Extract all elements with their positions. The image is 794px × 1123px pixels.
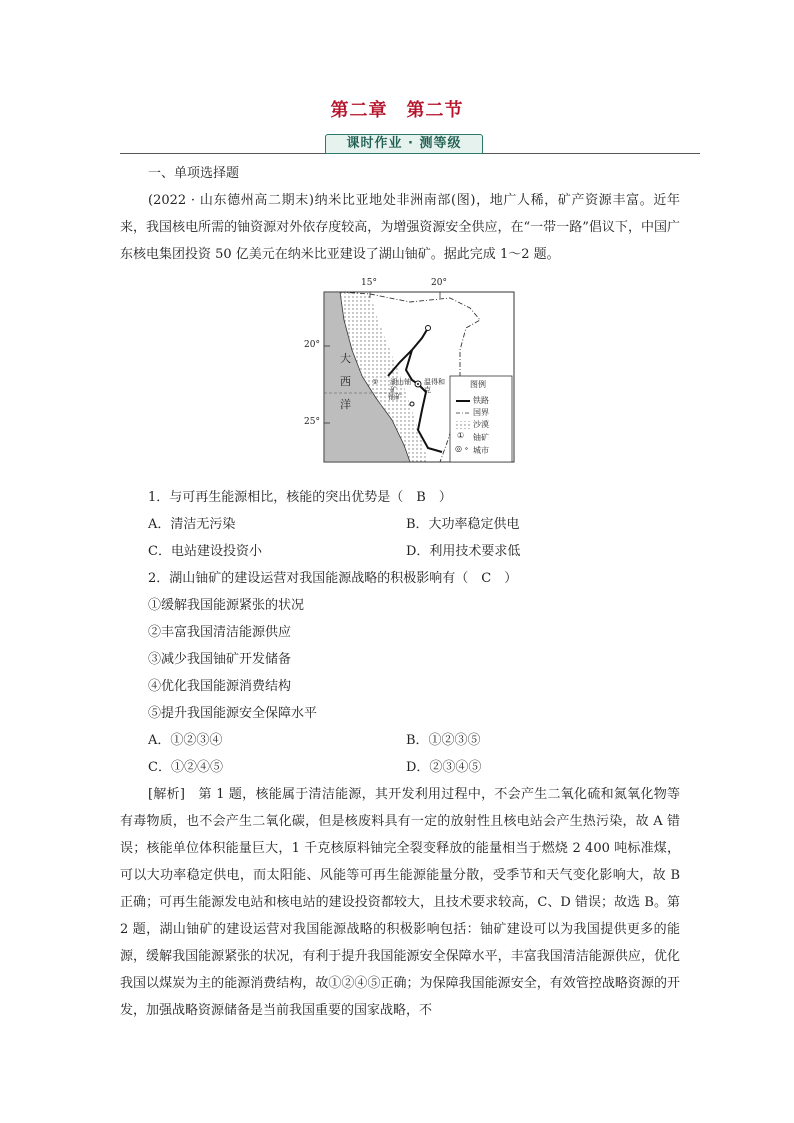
page-title: 第二章 第二节 [330, 100, 464, 121]
legend-border: 国界 [473, 408, 489, 417]
lat-label-20: 20° [304, 340, 320, 350]
section-heading: 一、单项选择题 [148, 166, 240, 181]
ocean-label-1: 大 [340, 352, 351, 365]
legend-city-symbol: ◎ ∘ [455, 444, 469, 453]
q2-stem: 2．湖山铀矿的建设运营对我国能源战略的积极影响有（ C ） [148, 571, 518, 586]
q2-statement-2: ②丰富我国清洁能源供应 [148, 625, 292, 640]
ocean-label-2: 西 [340, 375, 351, 388]
q1-option-b: B．大功率稳定供电 [406, 517, 520, 532]
analysis-paragraph: [解析] 第 1 题，核能属于清洁能源，其开发利用过程中，不会产生二氧化硫和氮氧化物等有毒物质，也不会产生二氧化碳，但是核废料具有一定的放射性且核电站会产生热污染，故 A 错误；核能单位体积能量巨大，1 千克核原料铀完全裂变释放的能量相当于燃烧 2 400 吨标准煤，可以大功率稳定供电，而太阳能、风能等可再生能源能量分散，受季节和天气变化影响大，故 B 正确；可再生能源发电站和核电站的建设投资都较大，且技术要求较高，C、D 错误；故选 B。第 2 题，湖山铀矿的建设运营对我国能源战略的积极影响包括：铀矿建设可以为我国提供更多的能源，缓解我国能源紧张的状况，有利于提升我国能源安全保障水平，丰富我国清洁能源供应，优化我国以煤炭为主的能源消费结构，故①②④⑤正确；为保障我国能源安全，有效管控战略资源的开发，加强战略资源储备是当前我国重要的国家战略，不 [120, 787, 680, 1018]
namibia-map [300, 280, 520, 470]
legend-mine-symbol: ① [457, 431, 465, 440]
q1-option-c: C．电站建设投资小 [148, 544, 262, 559]
q2-option-d: D．②③④⑤ [406, 760, 482, 775]
legend-mine: 铀矿 [473, 433, 489, 442]
q2-statement-1: ①缓解我国能源紧张的状况 [148, 598, 305, 613]
q2-option-b: B．①②③⑤ [406, 733, 481, 748]
section-band [120, 134, 700, 154]
legend-railway: 铁路 [473, 396, 489, 405]
legend-desert: 沙漠 [473, 420, 489, 429]
q1-option-a: A．清洁无污染 [148, 517, 236, 532]
band-label: 课时作业 · 测等级 [325, 134, 483, 154]
lon-label-15: 15° [361, 278, 377, 288]
q2-statement-3: ③减少我国铀矿开发储备 [148, 652, 292, 667]
legend-city: 城市 [473, 446, 489, 455]
windhoek-label: 温得和克 [424, 378, 445, 394]
q2-statement-5: ⑤提升我国能源安全保障水平 [148, 706, 318, 721]
q2-statement-4: ④优化我国能源消费结构 [148, 679, 292, 694]
legend-title: 图例 [470, 380, 486, 389]
uranium-mine-marker: ① [372, 378, 379, 386]
q1-stem: 1．与可再生能源相比，核能的突出优势是（ B ） [148, 490, 452, 505]
lon-label-20: 20° [431, 278, 447, 288]
q2-option-c: C．①②④⑤ [148, 760, 223, 775]
q1-option-d: D．利用技术要求低 [406, 544, 521, 559]
lat-label-25: 25° [304, 417, 320, 427]
ocean-label-3: 洋 [340, 398, 351, 411]
husab-mine-label: 湖山铀矿 [390, 378, 411, 394]
mine-label: 铀矿 [388, 393, 402, 401]
intro-paragraph: (2022 · 山东德州高二期末)纳米比亚地处非洲南部(图)，地广人稀，矿产资源丰富。近年来，我国核电所需的铀资源对外依存度较高，为增强资源安全供应，在“一带一路”倡议下，中国广东核电集团投资 50 亿美元在纳米比亚建设了湖山铀矿。据此完成 1～2 题。 [120, 193, 680, 262]
q2-option-a: A．①②③④ [148, 733, 223, 748]
